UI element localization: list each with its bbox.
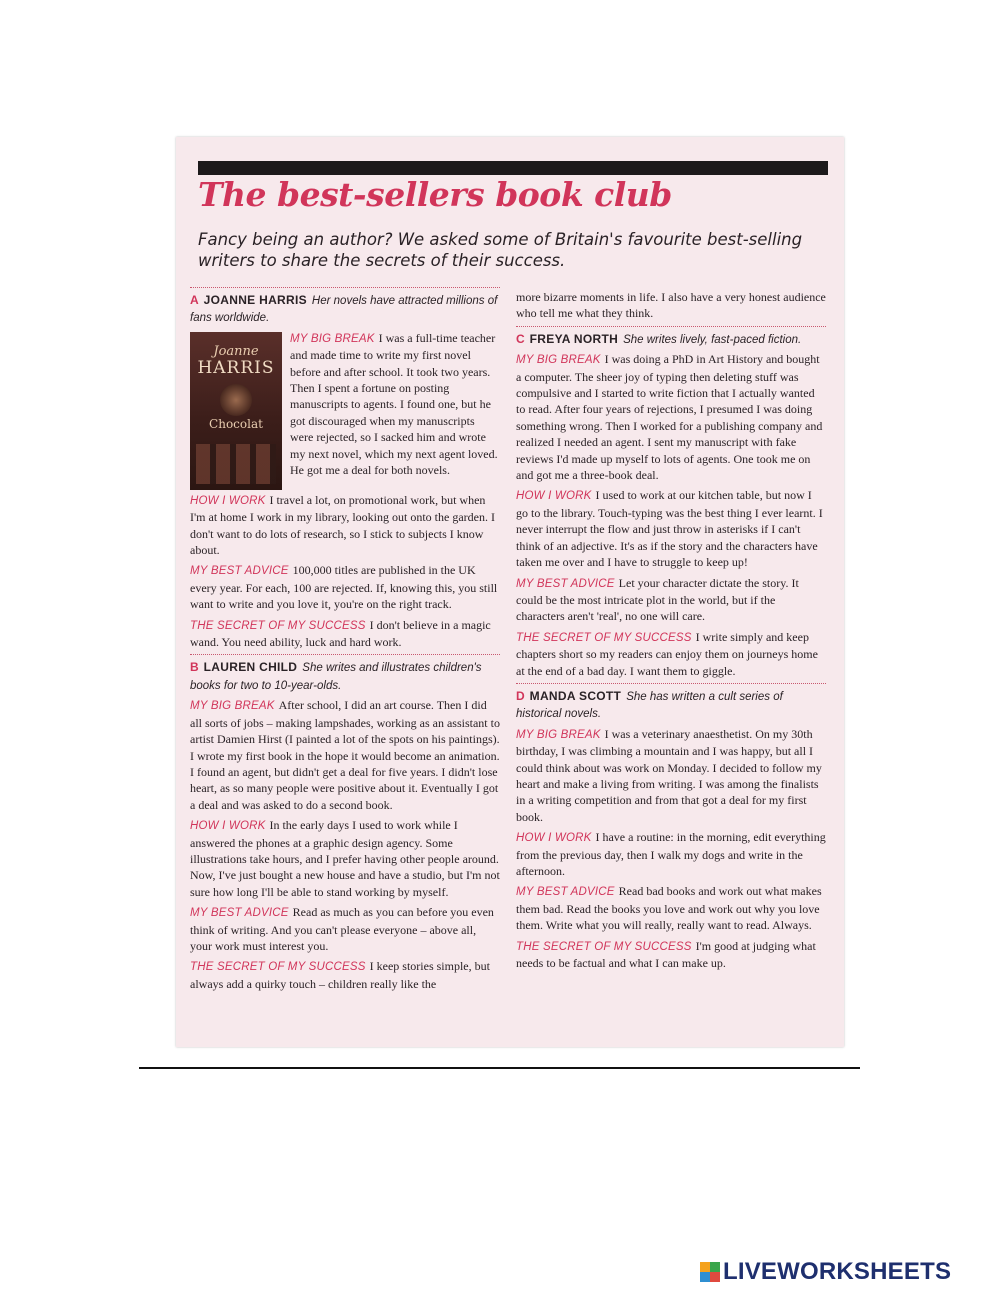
author-description: She writes lively, fast-paced fiction.: [623, 333, 802, 346]
best-advice-text: 100,000 titles are published in the UK every year. For each, 100 are rejected. If, knowing this, you still want to write and you love it, you're on the right track.: [190, 563, 498, 612]
book-cover-image: [190, 332, 282, 490]
horizontal-rule: [139, 1067, 860, 1069]
entry-header: [516, 331, 826, 348]
secret-text: I write simply and keep chapters short so my readers can enjoy them on journeys home at the end of a bad day. I want them to giggle.: [516, 629, 818, 678]
author-name: MANDA SCOTT: [529, 688, 622, 703]
logo-square: [700, 1262, 710, 1272]
author-description: She writes and illustrates children's books for two to 10-year-olds.: [190, 662, 482, 692]
author-name: JOANNE HARRIS: [203, 293, 307, 307]
secret-label: THE SECRET OF MY SUCCESS: [516, 631, 692, 644]
entry-c: [516, 326, 826, 679]
cover-first-name: Joanne: [213, 343, 259, 359]
how-i-work-label: HOW I WORK: [190, 820, 266, 833]
left-column: [190, 287, 500, 996]
author-name: FREYA NORTH: [529, 331, 619, 346]
how-i-work-text: I used to work at our kitchen table, but now I go to the library. Touch-typing was the best thing I ever learnt. I never interrupt the flow and just throw in asterisks if I can't think of an adjective. It's as if the story and the characters have taken me over and I have to struggle to keep up!: [516, 488, 823, 570]
entry-b: [190, 654, 500, 992]
how-i-work-paragraph: [190, 817, 500, 900]
how-i-work-label: HOW I WORK: [190, 494, 266, 507]
best-advice-text: Read bad books and work out what makes them bad. Read the books you love and work out why you love them. Write what you will really, really want to read. Always.: [516, 884, 822, 933]
big-break-text: After school, I did an art course. Then I did all sorts of jobs – making lampshades, working as an assistant to artist Damien Hirst (I painted a lot of the spots on his paintings). I wrote my first book in the hope it would become an animation. I found an agent, but didn't get a deal for five years. I didn't lose heart, as so many people were positive about it. Eventually I got a deal and was asked to do a second book.: [190, 698, 500, 812]
entry-b-continued: [516, 289, 826, 322]
best-advice-text: Let your character dictate the story. It could be the most intricate plot in the world, but if the characters aren't 'real', no one will care.: [516, 575, 799, 624]
how-i-work-text: In the early days I used to work while I answered the phones at a graphic design agency. Some illustrations take hours, and I prefer having other people around. Now, I've just bought a new house and have a studio, but I'm not sure how long I'll be able to stand working by myself.: [190, 818, 500, 899]
author-description: She has written a cult series of historical novels.: [516, 690, 783, 721]
best-advice-text: Read as much as you can before you even think of writing. And you can't please everyone – above all, your work must interest you.: [190, 905, 494, 953]
best-advice-paragraph: [516, 575, 826, 625]
how-i-work-paragraph: [516, 487, 826, 570]
big-break-text: I was a full-time teacher and made time to write my first novel before and after school. It took two years. Then I spent a fortune on posting manuscripts to agents. I found one, but he got discouraged when my manuscripts were rejected, so I sacked him and wrote my next novel, which my next agent loved. He got me a deal for both novels.: [290, 330, 498, 478]
best-advice-label: MY BEST ADVICE: [516, 886, 615, 899]
how-i-work-text: I have a routine: in the morning, edit everything from the previous day, then I walk my dogs and write in the afternoon.: [516, 830, 826, 878]
cover-chocolate-icon: [220, 384, 252, 416]
how-i-work-paragraph: [516, 829, 826, 879]
entry-header: [516, 688, 826, 723]
big-break-paragraph: [516, 351, 826, 483]
entry-header: [190, 659, 500, 694]
big-break-label: MY BIG BREAK: [190, 700, 275, 713]
logo-square: [710, 1272, 720, 1282]
page-title: The best-sellers book club: [198, 175, 672, 214]
author-description: Her novels have attracted millions of fans worldwide.: [190, 295, 498, 325]
how-i-work-text: I travel a lot, on promotional work, but when I'm at home I work in my library, looking out onto the garden. I don't want to do lots of research, so I stick to subjects I know about.: [190, 492, 495, 558]
logo-grid-icon: [700, 1262, 720, 1282]
best-advice-label: MY BEST ADVICE: [190, 565, 289, 578]
big-break-label: MY BIG BREAK: [516, 354, 601, 367]
secret-continued-text: more bizarre moments in life. I also have a very honest audience who tell me what they think.: [516, 290, 826, 321]
entry-letter: B: [190, 660, 199, 675]
best-advice-paragraph: [190, 904, 500, 954]
entry-d: [516, 683, 826, 972]
secret-paragraph: [516, 938, 826, 972]
cover-last-name: HARRIS: [197, 357, 275, 378]
big-break-text: I was a veterinary anaesthetist. On my 30th birthday, I was climbing a mountain and I was happy, but all I could think about was work on Monday. I decided to follow my heart and make a living from writing. I was among the finalists in a writing competition and from that got a deal for my first book.: [516, 726, 822, 824]
big-break-label: MY BIG BREAK: [290, 332, 375, 345]
how-i-work-label: HOW I WORK: [516, 490, 592, 503]
how-i-work-paragraph: [190, 492, 500, 559]
secret-label: THE SECRET OF MY SUCCESS: [190, 961, 366, 974]
big-break-paragraph: [516, 726, 826, 825]
entry-header: [190, 292, 500, 327]
secret-label: THE SECRET OF MY SUCCESS: [190, 619, 366, 632]
magazine-page: [176, 137, 844, 1047]
header-bar: [198, 161, 828, 175]
big-break-paragraph: [190, 697, 500, 813]
secret-text: I keep stories simple, but always add a quirky touch – children really like the: [190, 959, 490, 991]
secret-text: I'm good at judging what needs to be factual and what I can make up.: [516, 938, 816, 971]
how-i-work-label: HOW I WORK: [516, 832, 592, 845]
secret-paragraph: [516, 629, 826, 679]
cover-decoration: [196, 444, 276, 484]
entry-letter: A: [190, 293, 199, 307]
best-advice-label: MY BEST ADVICE: [516, 577, 615, 590]
entry-a: [190, 287, 500, 650]
page-subtitle: Fancy being an author? We asked some of Britain's favourite best-selling writers to share the secrets of their success.: [198, 230, 803, 270]
liveworksheets-logo[interactable]: [700, 1259, 951, 1285]
big-break-label: MY BIG BREAK: [516, 728, 601, 741]
secret-paragraph: [190, 617, 500, 651]
brand-name: LIVEWORKSHEETS: [723, 1258, 952, 1285]
entry-letter: D: [516, 688, 525, 703]
secret-label: THE SECRET OF MY SUCCESS: [516, 940, 692, 953]
right-column: [516, 289, 826, 975]
cover-book-title: Chocolat: [209, 416, 263, 431]
author-name: LAUREN CHILD: [203, 660, 298, 675]
entry-letter: C: [516, 331, 525, 346]
logo-square: [700, 1272, 710, 1282]
secret-text: I don't believe in a magic wand. You need ability, luck and hard work.: [190, 617, 491, 650]
logo-square: [710, 1262, 720, 1272]
best-advice-paragraph: [516, 883, 826, 933]
best-advice-label: MY BEST ADVICE: [190, 907, 289, 920]
secret-paragraph: [190, 958, 500, 992]
best-advice-paragraph: [190, 562, 500, 612]
big-break-text: I was doing a PhD in Art History and bought a computer. The sheer joy of typing then deleting stuff was compulsive and I started to write fiction that I actually wanted to read. After four years of rejections, I presumed I was doing something wrong. Then I worked for a publishing company and realized I needed an agent. I sent my manuscript with fake reviews I'd made up myself to lots of agents. One took me on and got me a three-book deal.: [516, 352, 823, 483]
